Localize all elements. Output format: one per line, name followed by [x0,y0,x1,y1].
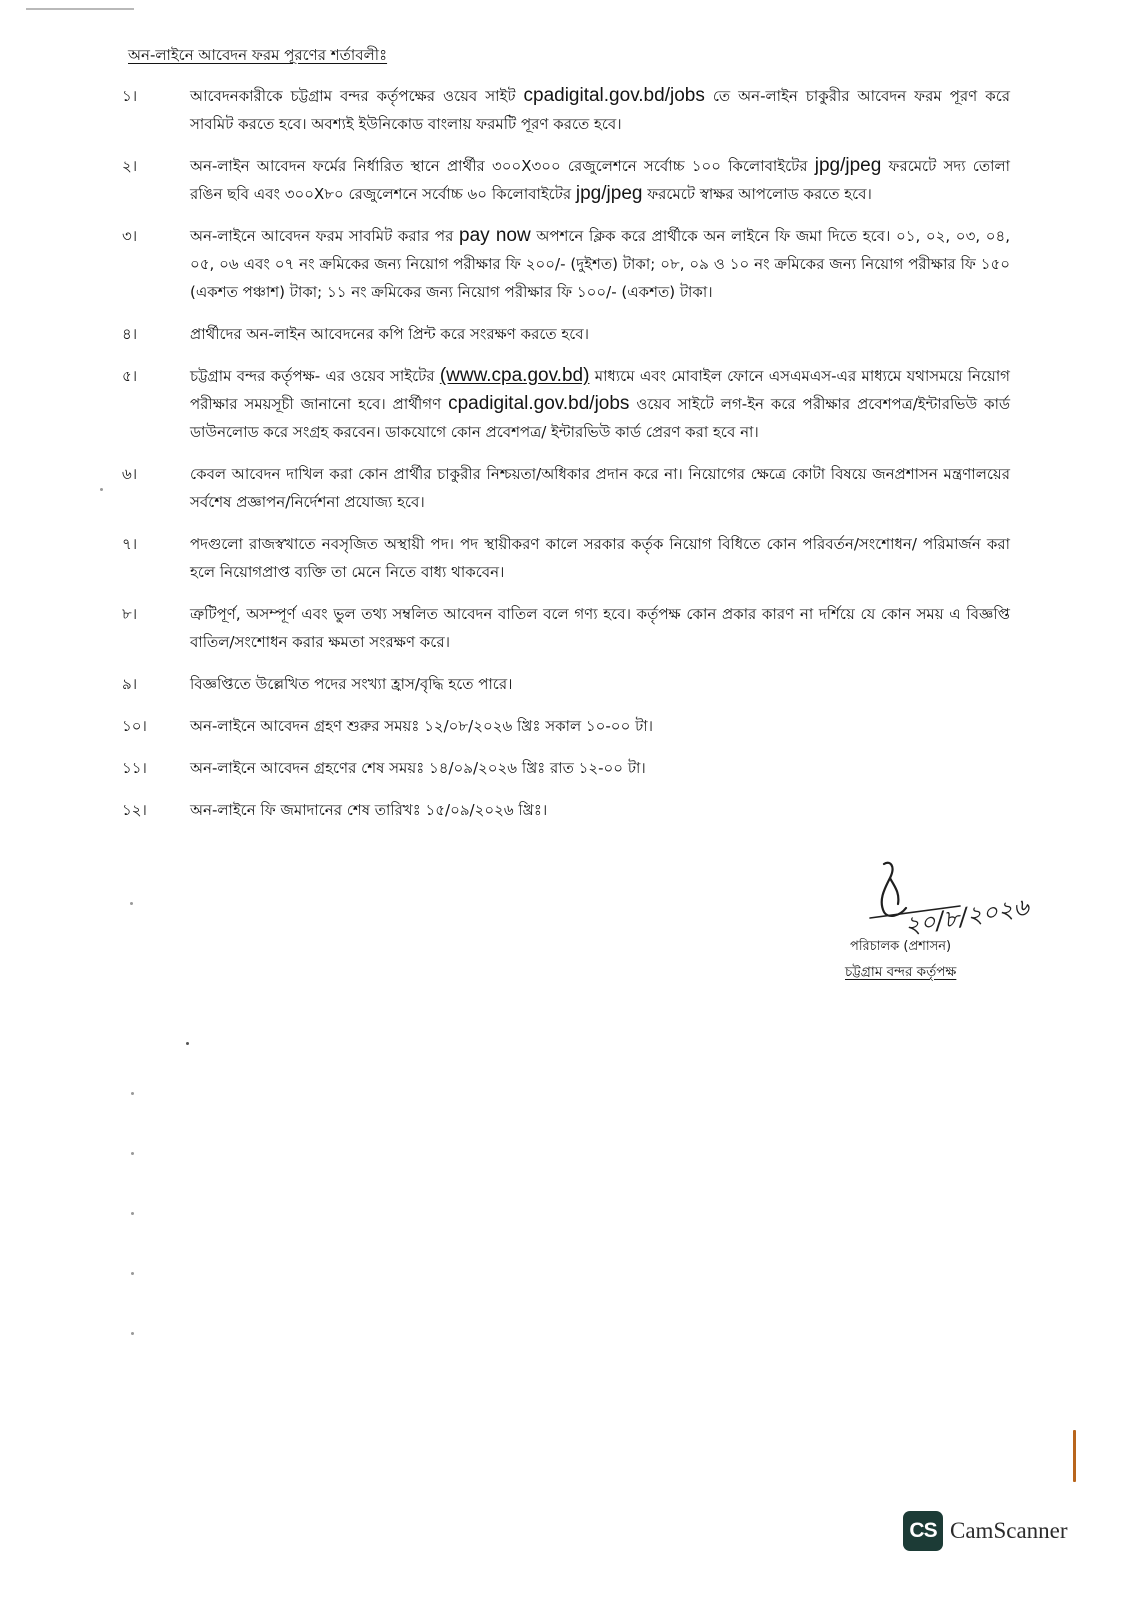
item-text [190,320,1010,348]
signature-date: ২০/৮/২০২৬ [902,892,1031,940]
item-number: ১০। [122,717,147,735]
website-url: cpadigital.gov.bd/jobs [448,393,630,414]
scan-speck [100,488,103,491]
scan-speck [131,1212,134,1215]
item-text-segment: অপশনে ক্লিক করে প্রার্থীকে অন লাইনে ফি জমা দিতে হবে। ০১, ০২, ০৩, ০৪, ০৫, ০৬ এবং ০৭ নং ক্রমিকের জন্য নিয়োগ পরীক্ষার ফি ২০০/- (দুইশত) টাকা; ০৮, ০৯ ও ১০ নং ক্রমিকের জন্য নিয়োগ পরীক্ষার ফি ১৫০ (একশত পঞ্চাশ) টাকা; ১১ নং ক্রমিকের জন্য নিয়োগ পরীক্ষার ফি ১০০/- (একশত) টাকা। [190,227,1010,301]
item-text-segment: অন-লাইনে আবেদন ফরম সাবমিট করার পর [190,227,460,245]
document-title: অন-লাইনে আবেদন ফরম পূরণের শর্তাবলীঃ [128,46,388,64]
item-text-segment: আবেদনকারীকে চট্টগ্রাম বন্দর কর্তৃপক্ষের ওয়েব সাইট [190,87,524,105]
scan-speck [131,1152,134,1155]
item-text [190,796,1010,824]
item-number: ১। [122,87,138,105]
scan-speck [186,1042,189,1045]
item-text-segment: পদগুলো রাজস্বখাতে নবসৃজিত অস্থায়ী পদ। পদ স্থায়ীকরণ কালে সরকার কর্তৃক নিয়োগ বিধিতে কোন পরিবর্তন/সংশোধন/ পরিমার্জন করা হলে নিয়োগপ্রাপ্ত ব্যক্তি তা মেনে নিতে বাধ্য থাকবেন। [190,535,1010,581]
condition-item-7 [122,530,1010,586]
item-number: ৪। [122,325,138,343]
item-number: ৩। [122,227,138,245]
signatory-organization: চট্টগ্রাম বন্দর কর্তৃপক্ষ [845,964,957,980]
item-number: ১১। [122,759,147,777]
item-text [190,460,1010,516]
item-text [190,362,1010,446]
condition-item-6 [122,460,1010,516]
pay-now-option: pay now [459,225,531,246]
condition-item-4 [122,320,1010,348]
item-number: ১২। [122,801,147,819]
item-number: ৮। [122,605,138,623]
scan-speck [131,1092,134,1095]
item-text-segment: অন-লাইনে ফি জমাদানের শেষ তারিখঃ ১৫/০৯/২০২৬ খ্রিঃ। [190,801,548,819]
condition-item-10 [122,712,1010,740]
item-text [190,712,1010,740]
item-text [190,530,1010,586]
item-number: ৯। [122,675,138,693]
item-text [190,152,1010,208]
condition-item-5 [122,362,1010,446]
camscanner-brand: CamScanner [950,1518,1068,1543]
handwritten-signature [860,856,1075,946]
scan-speck [130,902,133,905]
camscanner-logo-icon: CS [903,1511,943,1551]
item-text-segment: মাধ্যমে এবং মোবাইল ফোনে এসএমএস-এর মাধ্যমে যথাসময়ে নিয়োগ পরীক্ষার সময়সূচী জানানো হবে। প্রার্থীগণ [190,367,1010,413]
item-text [190,600,1010,656]
item-text [190,82,1010,138]
item-text-segment: ফরমেটে স্বাক্ষর আপলোড করতে হবে। [642,185,872,203]
scan-edge-line [26,8,134,10]
item-text-segment: অন-লাইন আবেদন ফর্মের নির্ধারিত স্থানে প্রার্থীর ৩০০X৩০০ রেজুলেশনে সর্বোচ্চ ১০০ কিলোবাইটের [190,157,815,175]
signatory-designation: পরিচালক (প্রশাসন) [850,939,952,954]
item-text [190,670,1010,698]
scan-speck [131,1272,134,1275]
item-number: ৬। [122,465,138,483]
scan-edge-mark [1073,1430,1076,1482]
item-text-segment: ওয়েব সাইটে লগ-ইন করে পরীক্ষার প্রবেশপত্র/ইন্টারভিউ কার্ড ডাউনলোড করে সংগ্রহ করবেন। ডাকযোগে কোন প্রবেশপত্র/ ইন্টারভিউ কার্ড প্রেরণ করা হবে না। [190,395,1010,441]
item-number: ৭। [122,535,138,553]
scan-speck [131,1332,134,1335]
condition-item-3 [122,222,1010,306]
condition-item-8 [122,600,1010,656]
condition-item-12 [122,796,1010,824]
item-text [190,222,1010,306]
file-format: jpg/jpeg [814,155,882,176]
condition-item-2 [122,152,1010,208]
item-text-segment: অন-লাইনে আবেদন গ্রহণ শুরুর সময়ঃ ১২/০৮/২০২৬ খ্রিঃ সকাল ১০-০০ টা। [190,717,653,735]
item-text-segment: ত্রুটিপূর্ণ, অসম্পূর্ণ এবং ভুল তথ্য সম্বলিত আবেদন বাতিল বলে গণ্য হবে। কর্তৃপক্ষ কোন প্রকার কারণ না দর্শিয়ে যে কোন সময় এ বিজ্ঞপ্তি বাতিল/সংশোধন করার ক্ষমতা সংরক্ষণ করে। [190,605,1010,651]
item-text-segment: চট্টগ্রাম বন্দর কর্তৃপক্ষ- এর ওয়েব সাইটের [190,367,440,385]
item-number: ২। [122,157,138,175]
file-format: jpg/jpeg [575,183,643,204]
website-url: cpadigital.gov.bd/jobs [523,85,705,106]
item-text-segment: বিজ্ঞপ্তিতে উল্লেখিত পদের সংখ্যা হ্রাস/বৃদ্ধি হতে পারে। [190,675,513,693]
conditions-list [122,82,1010,838]
website-url: (www.cpa.gov.bd) [439,365,590,386]
item-text-segment: তে অন-লাইন চাকুরীর আবেদন ফরম পূরণ করে সাবমিট করতে হবে। অবশ্যই ইউনিকোড বাংলায় ফরমটি পূরণ করতে হবে। [190,87,1010,133]
item-text-segment: কেবল আবেদন দাখিল করা কোন প্রার্থীর চাকুরীর নিশ্চয়তা/অধিকার প্রদান করে না। নিয়োগের ক্ষেত্রে কোটা বিষয়ে জনপ্রশাসন মন্ত্রণালয়ের সর্বশেষ প্রজ্ঞাপন/নির্দেশনা প্রযোজ্য হবে। [190,465,1010,511]
condition-item-1 [122,82,1010,138]
item-text [190,754,1010,782]
item-text-segment: অন-লাইনে আবেদন গ্রহণের শেষ সময়ঃ ১৪/০৯/২০২৬ খ্রিঃ রাত ১২-০০ টা। [190,759,646,777]
condition-item-11 [122,754,1010,782]
item-text-segment: ফরমেটে সদ্য তোলা রঙিন ছবি এবং ৩০০X৮০ রেজুলেশনে সর্বোচ্চ ৬০ কিলোবাইটের [190,157,1011,203]
item-text-segment: প্রার্থীদের অন-লাইন আবেদনের কপি প্রিন্ট করে সংরক্ষণ করতে হবে। [190,325,589,343]
condition-item-9 [122,670,1010,698]
item-number: ৫। [122,367,138,385]
